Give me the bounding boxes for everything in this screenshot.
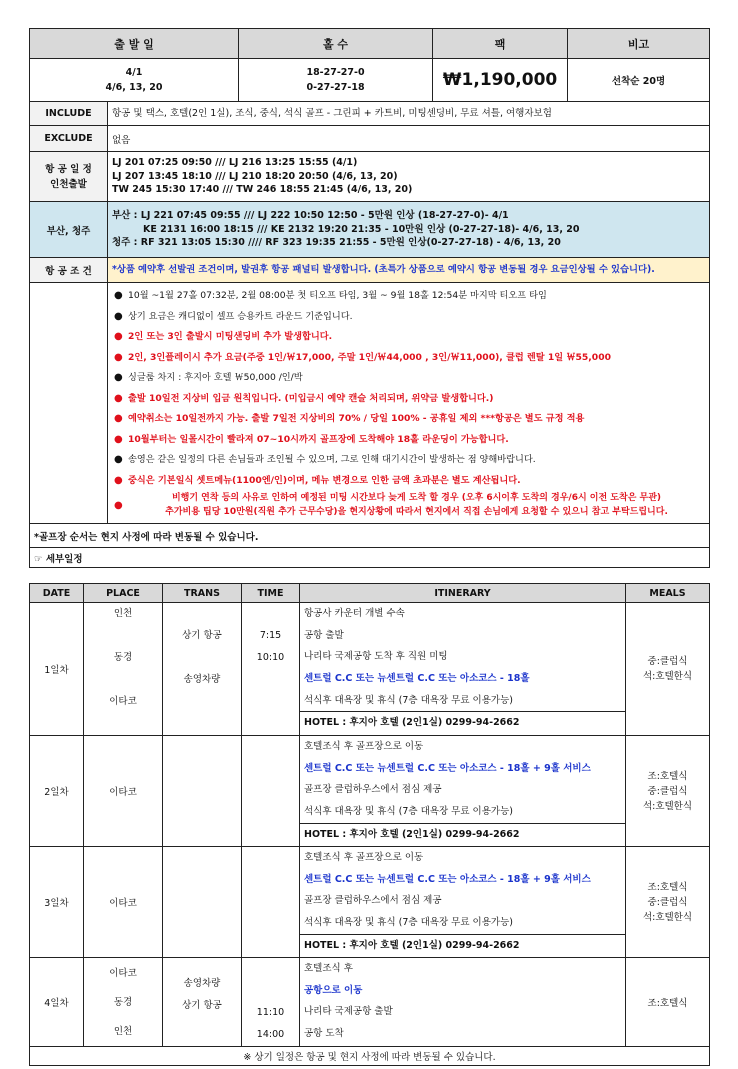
holes-1: 18-27-27-0 [306,67,365,78]
col-time: TIME [242,584,300,603]
itinerary-item: 호텔조식 후 골프장으로 이동 [304,741,424,752]
day-places [84,958,163,1047]
itinerary-item: 공항으로 이동 [304,984,363,996]
day-date: 4일차 [30,958,84,1047]
exclude-value: 없음 [108,126,710,152]
note-item: ● 예약취소는 10일전까지 가능. 출발 7일전 지상비의 70% / 당일 100% - 공휴일 제외 ***항공은 별도 규정 적용 [112,409,705,430]
itinerary-item: 석식후 대욕장 및 휴식 (7층 대욕장 무료 이용가능) [300,912,625,935]
itinerary-item: 석식후 대욕장 및 휴식 (7층 대욕장 무료 이용가능) [300,801,625,824]
flight-incheon-schedule [108,152,710,202]
day-date: 1일차 [30,603,84,736]
itinerary-hotel: HOTEL : 후지아 호텔 (2인1실) 0299-94-2662 [304,717,520,729]
flight-label-line2: 인천출발 [50,178,87,190]
note-item: ● 10월부터는 일몰시간이 빨라져 07~10시까지 골프장에 도착해야 18홀 라운딩이 가능합니다. [112,430,705,451]
day-itinerary [300,736,626,847]
holes [239,59,433,102]
meal: 중:클럽식 [647,656,688,667]
flight-line: TW 245 15:30 17:40 /// TW 246 18:55 21:45 (4/6, 13, 20) [112,184,413,196]
table-row [30,603,710,736]
itinerary-item: 항공사 카운터 개별 수속 [304,608,405,619]
itinerary-item: 나리타 국제공항 도착 후 직원 미팅 [304,651,448,663]
meal: 조:호텔식 [647,770,688,782]
day-places: 이타코 [84,847,163,958]
itinerary-item: 센트럴 C.C 또는 뉴센트럴 C.C 또는 아소코스 - 18홀 + 9홀 서비스 [304,873,591,885]
notes-list [108,283,710,524]
note-item: ● 송영은 같은 일정의 다른 손님들과 조인될 수 있으며, 그로 인해 대기시간이 발생하는 점 양해바랍니다. [112,450,705,471]
late-arrival-line2: 추가비용 팁당 10만원(직원 추가 근무수당)을 현지상황에 따라서 현지에서 직접 손님에게 요청할 수 있으니 참고 부탁드립니다. [165,506,668,517]
itinerary-item: 석식후 대욕장 및 휴식 (7층 대욕장 무료 이용가능) [300,690,625,713]
time: 7:15 [259,630,282,641]
departure-date-1: 4/1 [125,67,143,78]
day-itinerary [300,847,626,958]
include-label: INCLUDE [30,102,108,126]
day-places: 이타코 [84,736,163,847]
itinerary-item: 골프장 클럽하우스에서 점심 제공 [304,895,442,907]
include-value: 항공 및 택스, 호텔(2인 1실), 조식, 중식, 석식 골프 - 그린피 + 카트비, 미팅센딩비, 무료 셔틀, 여행자보험 [108,102,710,126]
course-note: *골프장 순서는 현지 사정에 따라 변동될 수 있습니다. [30,524,710,548]
itinerary-item: 호텔조식 후 골프장으로 이동 [304,852,424,863]
table-row [30,847,710,958]
meal: 석:호텔한식 [642,671,693,682]
note-item: ● 중식은 기본일식 셋트메뉴(1100엔/인)이며, 메뉴 변경으로 인한 금액 초과분은 별도 계산됩니다. [112,471,705,492]
day-date: 3일차 [30,847,84,958]
trans: 송영차량 [183,674,221,685]
flight-line: 부산 : LJ 221 07:45 09:55 /// LJ 222 10:50 12:50 - 5만원 인상 (18-27-27-0)- 4/1 [112,210,509,222]
price: ₩1,190,000 [433,59,568,102]
footer-note: ※ 상기 일정은 항공 및 현지 사정에 따라 변동될 수 있습니다. [30,1047,710,1066]
col-meals: MEALS [626,584,710,603]
day-meals [626,736,710,847]
header-remark: 비고 [568,29,710,59]
day-times [242,603,300,736]
header-pack: 팩 [433,29,568,59]
trans: 송영차량 [183,977,221,989]
note-item: ● 2인, 3인플레이시 추가 요금(주중 1인/￦17,000, 주말 1인/￦44,000 , 3인/￦11,000), 클럽 렌탈 1일 ￦55,000 [112,348,705,369]
note-item: ● 출발 10일전 지상비 입금 원칙입니다. (미입금시 예약 캔슬 처리되며, 위약금 발생합니다.) [112,389,705,410]
day-trans [163,736,242,847]
meal: 조:호텔식 [647,881,688,893]
place: 이타코 [109,696,137,707]
note-item: ● 10월 ~1월 27홀 07:32분, 2월 08:00분 첫 티오프 타임, 3월 ~ 9월 18홀 12:54분 마지막 티오프 타임 [112,286,705,307]
note-item-late-arrival [112,491,705,520]
meal: 석:호텔한식 [642,911,693,923]
time: 14:00 [256,1029,285,1040]
day-itinerary [300,603,626,736]
flight-label-line1: 항 공 일 정 [45,163,92,175]
place: 인천 [113,1025,133,1037]
itinerary-hotel: HOTEL : 후지아 호텔 (2인1실) 0299-94-2662 [304,939,520,951]
notes-label-cell [30,283,108,524]
place: 동경 [113,652,133,663]
note-item: ● 상기 요금은 캐디없이 셀프 승용카트 라운드 기준입니다. [112,307,705,328]
itinerary-item: 센트럴 C.C 또는 뉴센트럴 C.C 또는 아소코스 - 18홀 [304,673,530,685]
flight-incheon-label [30,152,108,202]
table-row [30,958,710,1047]
schedule-title: ☞ 세부일정 [30,548,710,568]
col-date: DATE [30,584,84,603]
day-times [242,736,300,847]
itinerary-item: 공항 도착 [304,1028,344,1040]
table-row [30,736,710,847]
departure-dates [30,59,239,102]
package-table [29,28,710,568]
meal: 석:호텔한식 [642,800,693,812]
day-itinerary [300,958,626,1047]
itinerary-item: 센트럴 C.C 또는 뉴센트럴 C.C 또는 아소코스 - 18홀 + 9홀 서비스 [304,762,591,774]
trans: 상기 항공 [182,999,222,1011]
day-places [84,603,163,736]
place: 동경 [113,996,133,1008]
day-times [242,847,300,958]
day-trans [163,847,242,958]
flight-busan-schedule [108,202,710,258]
header-departure: 출 발 일 [30,29,239,59]
air-conditions-value: *상품 예약후 선발권 조건이며, 발권후 항공 패널티 발생합니다. (초특가 상품으로 예약시 항공 변동될 경우 요금인상될 수 있습니다). [108,258,710,283]
header-holes: 홀 수 [239,29,433,59]
day-meals [626,603,710,736]
meal: 중:클럽식 [647,896,688,908]
col-trans: TRANS [163,584,242,603]
flight-line: 청주 : RF 321 13:05 15:30 //// RF 323 19:35 21:55 - 5만원 인상(0-27-27-18) - 4/6, 13, 20 [112,237,561,249]
air-conditions-label: 항 공 조 건 [30,258,108,283]
place: 인천 [113,608,133,619]
time: 10:10 [256,652,285,663]
day-date: 2일차 [30,736,84,847]
meal: 중:클럽식 [647,785,688,797]
departure-date-2: 4/6, 13, 20 [105,82,163,93]
trans: 상기 항공 [182,630,222,641]
note-item: ● 싱글룸 차지 : 후지아 호텔 ￦50,000 /인/박 [112,368,705,389]
time: 11:10 [256,1007,285,1018]
itinerary-item: 나리타 국제공항 출발 [304,1006,393,1018]
holes-2: 0-27-27-18 [306,82,365,93]
flight-line: LJ 207 13:45 18:10 /// LJ 210 18:20 20:50 (4/6, 13, 20) [112,170,398,182]
itinerary-item: 골프장 클럽하우스에서 점심 제공 [304,784,442,796]
itinerary-item: 호텔조식 후 [304,963,353,974]
day-meals: 조:호텔식 [626,958,710,1047]
day-meals [626,847,710,958]
flight-line: LJ 201 07:25 09:50 /// LJ 216 13:25 15:55 (4/1) [112,157,358,169]
flight-busan-label: 부산, 청주 [30,202,108,258]
col-itinerary: ITINERARY [300,584,626,603]
place: 이타코 [109,967,137,979]
itinerary-item: 공항 출발 [304,629,344,641]
col-place: PLACE [84,584,163,603]
exclude-label: EXCLUDE [30,126,108,152]
flight-line: KE 2131 16:00 18:15 /// KE 2132 19:20 21:35 - 10만원 인상 (0-27-27-18)- 4/6, 13, 20 [143,223,580,235]
day-times [242,958,300,1047]
itinerary-hotel: HOTEL : 후지아 호텔 (2인1실) 0299-94-2662 [304,828,520,840]
schedule-table [29,583,710,1066]
day-trans [163,958,242,1047]
remark: 선착순 20명 [568,59,710,102]
day-trans [163,603,242,736]
late-arrival-line1: ● 비행기 연착 등의 사유로 인하여 예정된 미팅 시간보다 늦게 도착 할 경우 (오후 6시이후 도착의 경우/6시 이전 도착은 무관) [171,493,662,503]
note-item: ● 2인 또는 3인 출발시 미팅샌딩비 추가 발생합니다. [112,327,705,348]
